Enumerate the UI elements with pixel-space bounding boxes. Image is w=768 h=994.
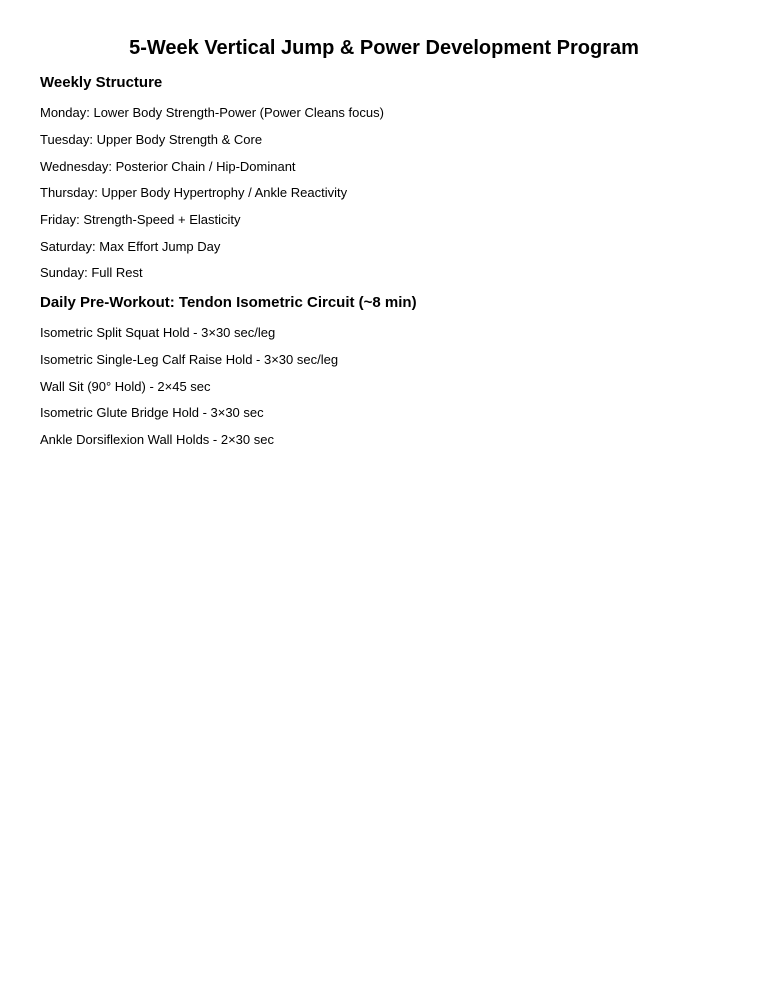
- list-item: Saturday: Max Effort Jump Day: [40, 239, 221, 254]
- section-heading-weekly-structure: Weekly Structure: [40, 74, 163, 91]
- section-heading-pre-workout: Daily Pre-Workout: Tendon Isometric Circuit (~8 min): [40, 294, 417, 311]
- list-item: Thursday: Upper Body Hypertrophy / Ankle Reactivity: [40, 185, 348, 200]
- list-item: Tuesday: Upper Body Strength & Core: [40, 132, 263, 147]
- page-title: 5-Week Vertical Jump & Power Development Program: [129, 37, 639, 59]
- list-item: Wall Sit (90° Hold) - 2×45 sec: [40, 379, 211, 394]
- list-item: Isometric Split Squat Hold - 3×30 sec/leg: [40, 325, 276, 340]
- list-item: Isometric Single-Leg Calf Raise Hold - 3×30 sec/leg: [40, 352, 339, 367]
- list-item: Friday: Strength-Speed + Elasticity: [40, 212, 241, 227]
- list-item: Ankle Dorsiflexion Wall Holds - 2×30 sec: [40, 432, 274, 447]
- list-item: Monday: Lower Body Strength-Power (Power Cleans focus): [40, 105, 384, 120]
- list-item: Isometric Glute Bridge Hold - 3×30 sec: [40, 405, 264, 420]
- list-item: Wednesday: Posterior Chain / Hip-Dominant: [40, 159, 296, 174]
- list-item: Sunday: Full Rest: [40, 265, 143, 280]
